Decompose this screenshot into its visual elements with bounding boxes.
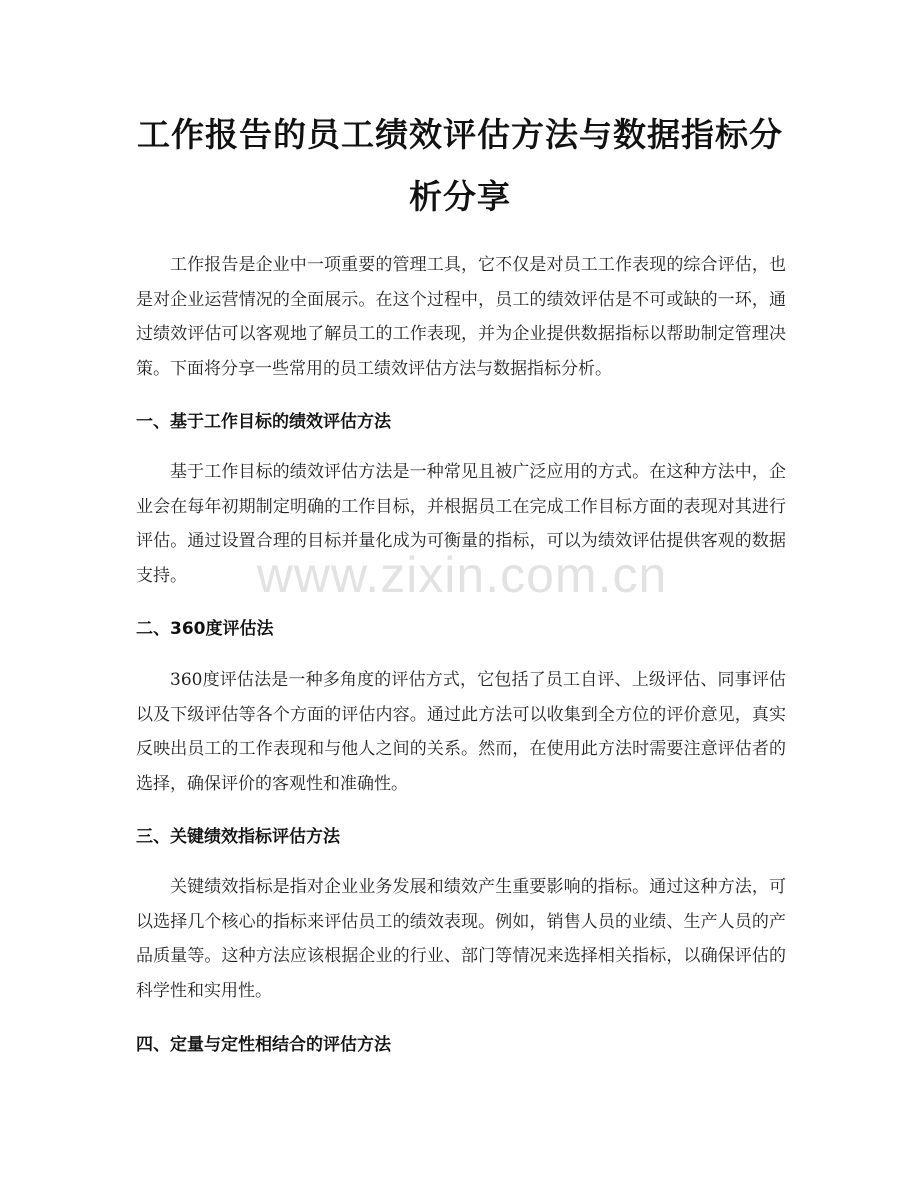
section-3-heading: 三、关键绩效指标评估方法 bbox=[136, 827, 340, 847]
section-2-paragraph: 360度评估法是一种多角度的评估方式，它包括了员工自评、上级评估、同事评估以及下级评估等各个方面的评估内容。通过此方法可以收集到全方位的评价意见，真实反映出员工的工作表现和与他人之间的关系。然而，在使用此方法时需要注意评估者的选择，确保评价的客观性和准确性。 bbox=[136, 670, 786, 794]
site-watermark: www.zixin.com.cn bbox=[256, 547, 668, 603]
intro-paragraph: 工作报告是企业中一项重要的管理工具，它不仅是对员工工作表现的综合评估，也是对企业运营情况的全面展示。在这个过程中，员工的绩效评估是不可或缺的一环，通过绩效评估可以客观地了解员工的工作表现，并为企业提供数据指标以帮助制定管理决策。下面将分享一些常用的员工绩效评估方法与数据指标分析。 bbox=[136, 255, 786, 379]
section-1-paragraph: 基于工作目标的绩效评估方法是一种常见且被广泛应用的方式。在这种方法中，企业会在每年初期制定明确的工作目标，并根据员工在完成工作目标方面的表现对其进行评估。通过设置合理的目标并量化成为可衡量的指标，可以为绩效评估提供客观的数据支持。 bbox=[136, 462, 786, 586]
section-1-heading: 一、基于工作目标的绩效评估方法 bbox=[136, 412, 391, 432]
document-title: 工作报告的员工绩效评估方法与数据指标分析分享 bbox=[137, 115, 783, 216]
section-2-heading: 二、360度评估法 bbox=[136, 619, 274, 639]
section-4-heading: 四、定量与定性相结合的评估方法 bbox=[136, 1035, 391, 1055]
section-3-paragraph: 关键绩效指标是指对企业业务发展和绩效产生重要影响的指标。通过这种方法，可以选择几个核心的指标来评估员工的绩效表现。例如，销售人员的业绩、生产人员的产品质量等。这种方法应该根据企业的行业、部门等情况来选择相关指标，以确保评估的科学性和实用性。 bbox=[136, 877, 786, 1001]
